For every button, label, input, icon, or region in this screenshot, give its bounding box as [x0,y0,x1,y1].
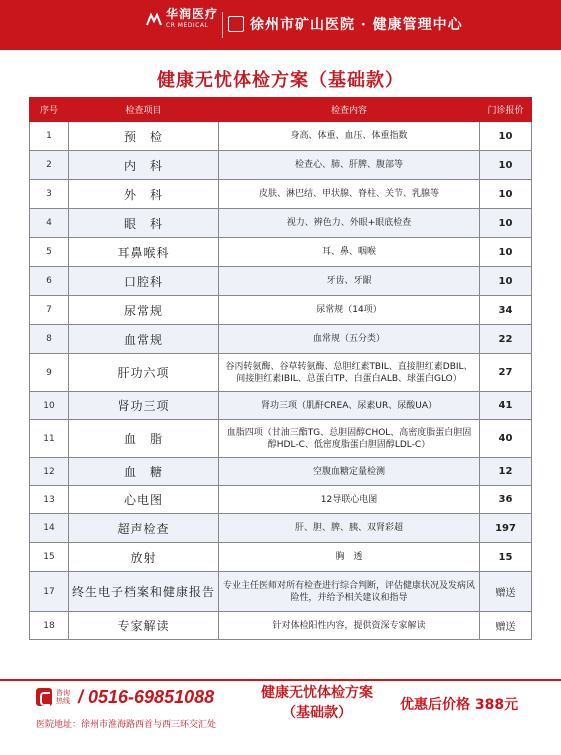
row-price: 15 [480,543,532,572]
row-item: 心电图 [69,486,219,514]
table-row [30,238,532,267]
row-seq: 7 [30,296,69,325]
row-content: 血常规（五分类） [219,325,480,354]
header-content: 检查内容 [219,98,480,122]
table-row [30,325,532,354]
row-content: 牙齿、牙龈 [219,267,480,296]
table-row [30,122,532,151]
table-body [30,122,532,640]
row-seq: 12 [30,458,69,486]
logo-english-name: CR MEDICAL [166,22,209,29]
table-row [30,296,532,325]
row-item: 耳鼻喉科 [69,238,219,267]
row-seq: 4 [30,209,69,238]
table-row [30,267,532,296]
row-content: 肝、胆、脾、胰、双肾彩超 [219,514,480,543]
row-seq: 15 [30,543,69,572]
hospital-address: 医院地址：徐州市淮海路西首与西三环交汇处 [36,720,217,730]
row-content: 耳、鼻、咽喉 [219,238,480,267]
header-item: 检查项目 [69,98,219,122]
row-item: 超声检查 [69,514,219,543]
row-price: 22 [480,325,532,354]
table-row [30,209,532,238]
row-seq: 18 [30,612,69,640]
footer-plan-name [252,683,382,723]
row-content: 血脂四项（甘油三酯TG、总胆固醇CHOL、高密度脂蛋白胆固醇HDL-C、低密度脂蛋白胆固醇LDL-C） [219,420,480,458]
row-price: 10 [480,180,532,209]
table-row [30,151,532,180]
row-item: 预 检 [69,122,219,151]
row-item: 放射 [69,543,219,572]
row-seq: 10 [30,392,69,420]
table-row [30,392,532,420]
row-price: 10 [480,238,532,267]
hospital-title: 徐州市矿山医院 · 健康管理中心 [250,17,463,33]
logo-chinese-name: 华润医疗 [166,7,219,21]
row-price: 10 [480,267,532,296]
row-price: 34 [480,296,532,325]
row-seq: 13 [30,486,69,514]
hotline-label: 咨询热线 [56,689,70,705]
table-row [30,354,532,392]
table-row [30,486,532,514]
row-content: 肾功三项（肌酐CREA、尿素UR、尿酸UA） [219,392,480,420]
row-content: 身高、体重、血压、体重指数 [219,122,480,151]
row-price: 赠送 [480,612,532,640]
row-price: 40 [480,420,532,458]
page-title: 健康无忧体检方案（基础款） [157,70,404,91]
table-row [30,612,532,640]
row-seq: 6 [30,267,69,296]
discount-price: 优惠后价格 388元 [400,697,519,713]
row-seq: 8 [30,325,69,354]
header-seq: 序号 [30,98,69,122]
row-item: 口腔科 [69,267,219,296]
table-header-row [30,98,532,122]
table-row [30,572,532,612]
row-price: 10 [480,122,532,151]
row-item: 专家解读 [69,612,219,640]
row-item: 血 脂 [69,420,219,458]
header-divider [222,12,223,38]
row-content: 皮肤、淋巴结、甲状腺、脊柱、关节、乳腺等 [219,180,480,209]
row-content: 谷丙转氨酶、谷草转氨酶、总胆红素TBIL、直接胆红素DBIL、间接胆红素IBIL、总蛋白TP、白蛋白ALB、球蛋白GLO） [219,354,480,392]
table-row [30,514,532,543]
header-price: 门诊报价 [480,98,532,122]
exam-table [29,97,532,640]
row-seq: 11 [30,420,69,458]
row-seq: 5 [30,238,69,267]
header-bar [0,0,561,50]
row-price: 10 [480,209,532,238]
row-item: 终生电子档案和健康报告 [69,572,219,612]
row-seq: 14 [30,514,69,543]
row-seq: 9 [30,354,69,392]
phone-number: / 0516-69851088 [78,687,215,707]
table-row [30,543,532,572]
row-price: 12 [480,458,532,486]
table-row [30,180,532,209]
table-row [30,420,532,458]
row-content: 检查心、肺、肝脾、腹部等 [219,151,480,180]
row-item: 血 糖 [69,458,219,486]
phone-icon [36,688,52,706]
row-price: 赠送 [480,572,532,612]
row-price: 41 [480,392,532,420]
row-content: 视力、辨色力、外眼+眼底检查 [219,209,480,238]
row-content: 12导联心电图 [219,486,480,514]
row-content: 空腹血糖定量检测 [219,458,480,486]
table-row [30,458,532,486]
footer-plan-line1: 健康无忧体检方案 [261,685,373,701]
row-price: 36 [480,486,532,514]
row-item: 肾功三项 [69,392,219,420]
row-item: 血常规 [69,325,219,354]
row-price: 197 [480,514,532,543]
row-seq: 17 [30,572,69,612]
row-content: 专业主任医师对所有检查进行综合判断，评估健康状况及发病风险性，并给予相关建议和指导 [219,572,480,612]
cr-logo-icon [146,11,162,27]
row-seq: 3 [30,180,69,209]
row-seq: 1 [30,122,69,151]
row-price: 10 [480,151,532,180]
footer-plan-line2: （基础款） [282,705,352,721]
row-content: 针对体检阳性内容，提供资深专家解读 [219,612,480,640]
row-item: 外 科 [69,180,219,209]
row-seq: 2 [30,151,69,180]
row-item: 内 科 [69,151,219,180]
row-content: 胸 透 [219,543,480,572]
cr-medical-logo [146,8,218,29]
row-item: 肝功六项 [69,354,219,392]
hospital-seal-icon [228,16,244,32]
row-item: 尿常规 [69,296,219,325]
row-content: 尿常规（14项） [219,296,480,325]
footer-divider [0,679,561,681]
row-price: 27 [480,354,532,392]
footer [0,679,561,755]
row-item: 眼 科 [69,209,219,238]
